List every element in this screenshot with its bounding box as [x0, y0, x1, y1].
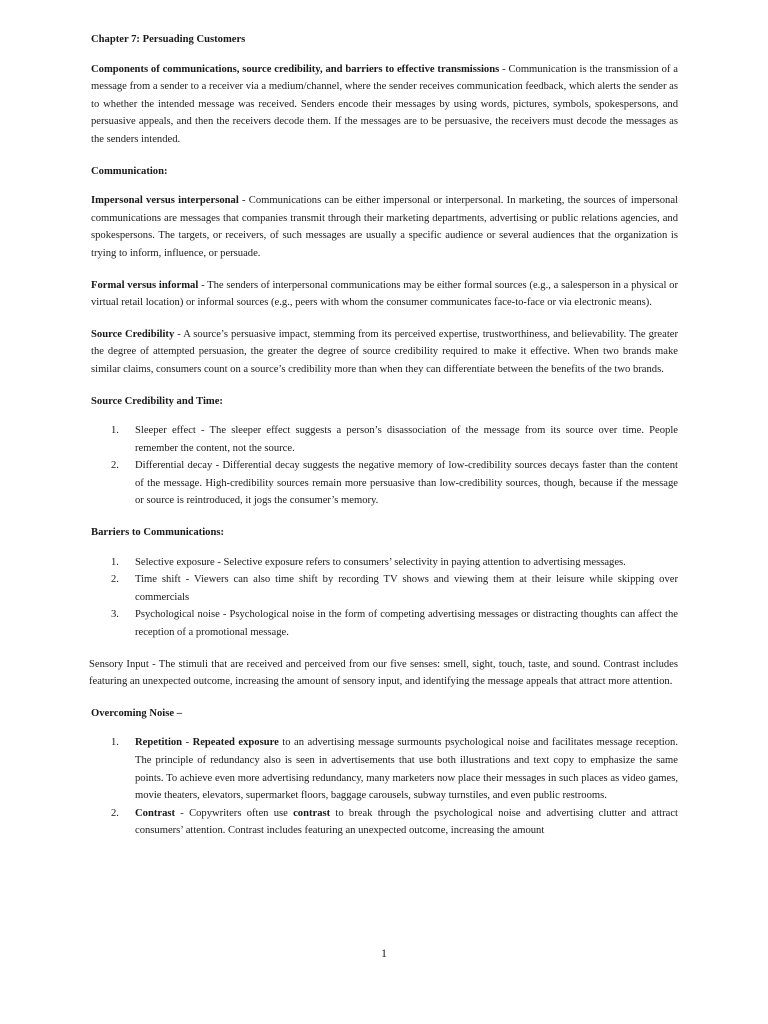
list-item	[91, 805, 678, 840]
document-page	[91, 31, 678, 854]
formal-term: Formal versus informal	[91, 279, 199, 291]
list-item	[91, 571, 678, 606]
overcoming-noise-list	[91, 734, 678, 840]
intro-text: - Communication is the transmission of a message from a sender to a receiver via a medium/channel, where the sender receives communication feedback, which alerts the sender as to whether the intended message was received. Senders encode their messages by using words, pictures, symbols, spokespersons, and persuasive appeals, and then the receivers decode them. If the messages are to be persuasive, the receivers must decode the messages as the senders intended.	[91, 63, 678, 145]
list-text: to an advertising message surmounts psychological noise and facilitates message reception. The principle of redundancy also is seen in advertisements that use both illustrations and text copy to emphasize the same points. To achieve even more advertising redundancy, many marketers now place their messages in such places as video games, movie theaters, elevators, supermarket floors, baggage carousels, subway turnstiles, and even public restrooms.	[135, 737, 678, 802]
list-item	[91, 606, 678, 641]
list-text: Differential decay - Differential decay suggests the negative memory of low-credibility sources decays faster than the content of the message. High-credibility sources remain more persuasive than low-credibility sources, though, because if the message or source is reintroduced, it jogs the consumer’s memory.	[135, 460, 678, 507]
list-number: 2.	[111, 460, 119, 472]
intro-heading: Components of communications, source credibility, and barriers to effective transmissions	[91, 63, 500, 75]
separator: -	[182, 737, 193, 749]
overcoming-noise-heading: Overcoming Noise –	[91, 707, 183, 719]
list-item	[91, 554, 678, 572]
list-number: 1.	[111, 425, 119, 437]
list-item	[91, 734, 678, 804]
list-text: to break through the psychological noise and advertising clutter and attract consumers’ attention. Contrast includes featuring an unexpected outcome, increasing the amount	[135, 807, 678, 837]
list-number: 1.	[111, 737, 119, 749]
list-item	[91, 457, 678, 510]
formal-paragraph	[91, 277, 678, 312]
list-text: - Copywriters often use	[175, 807, 294, 819]
source-credibility-text: - A source’s persuasive impact, stemming from its perceived expertise, trustworthiness, and believability. The greater the degree of attempted persuasion, the greater the degree of source credibility required to make it effective. When two brands make similar claims, consumers count on a source’s credibility more than when they can differentiate between the benefits of the two brands.	[91, 328, 678, 375]
list-number: 2.	[111, 574, 119, 586]
contrast-inline-term: contrast	[293, 807, 331, 819]
communication-heading: Communication:	[91, 165, 168, 177]
list-text: Psychological noise - Psychological noise in the form of competing advertising messages or distracting thoughts can affect the reception of a promotional message.	[135, 609, 678, 639]
chapter-title: Chapter 7: Persuading Customers	[91, 34, 246, 45]
formal-text: - The senders of interpersonal communications may be either formal sources (e.g., a salesperson in a physical or virtual retail location) or informal sources (e.g., peers with whom the consumer communicates face-to-face or via electronic means).	[91, 279, 678, 309]
source-credibility-term: Source Credibility	[91, 328, 175, 340]
intro-paragraph	[91, 61, 678, 149]
list-text: Sleeper effect - The sleeper effect suggests a person’s disassociation of the message from its source over time. People remember the content, not the source.	[135, 425, 678, 454]
impersonal-term: Impersonal versus interpersonal	[91, 195, 239, 207]
contrast-term: Contrast	[135, 807, 176, 819]
impersonal-paragraph	[91, 192, 678, 262]
repetition-term: Repetition	[135, 737, 183, 749]
list-item	[91, 422, 678, 457]
list-number: 1.	[111, 556, 119, 568]
repeated-exposure-term: Repeated exposure	[192, 737, 279, 749]
sensory-input-paragraph: Sensory Input - The stimuli that are received and perceived from our five senses: smell, sight, touch, taste, and sound. Contrast includes featuring an unexpected outcome, increasing the amount of sensory input, and identifying the message appeals that attract more attention.	[89, 658, 678, 688]
page-number: 1	[381, 946, 387, 960]
list-text: Selective exposure - Selective exposure refers to consumers’ selectivity in paying attention to advertising messages.	[135, 556, 626, 568]
credibility-time-heading: Source Credibility and Time:	[91, 395, 223, 407]
list-number: 2.	[111, 807, 119, 819]
source-credibility-paragraph	[91, 326, 678, 379]
barriers-heading: Barriers to Communications:	[91, 527, 224, 539]
list-text: Time shift - Viewers can also time shift by recording TV shows and viewing them at their leisure while skipping over commercials	[135, 574, 678, 603]
impersonal-text: - Communications can be either impersonal or interpersonal. In marketing, the sources of impersonal communications are messages that companies transmit through their marketing departments, advertising or public relations agencies, and spokespersons. The targets, or receivers, of such messages are usually a specific audience or several audiences that the organization is trying to inform, influence, or persuade.	[91, 195, 678, 259]
barriers-list	[91, 554, 678, 642]
credibility-time-list	[91, 422, 678, 510]
list-number: 3.	[111, 609, 119, 621]
